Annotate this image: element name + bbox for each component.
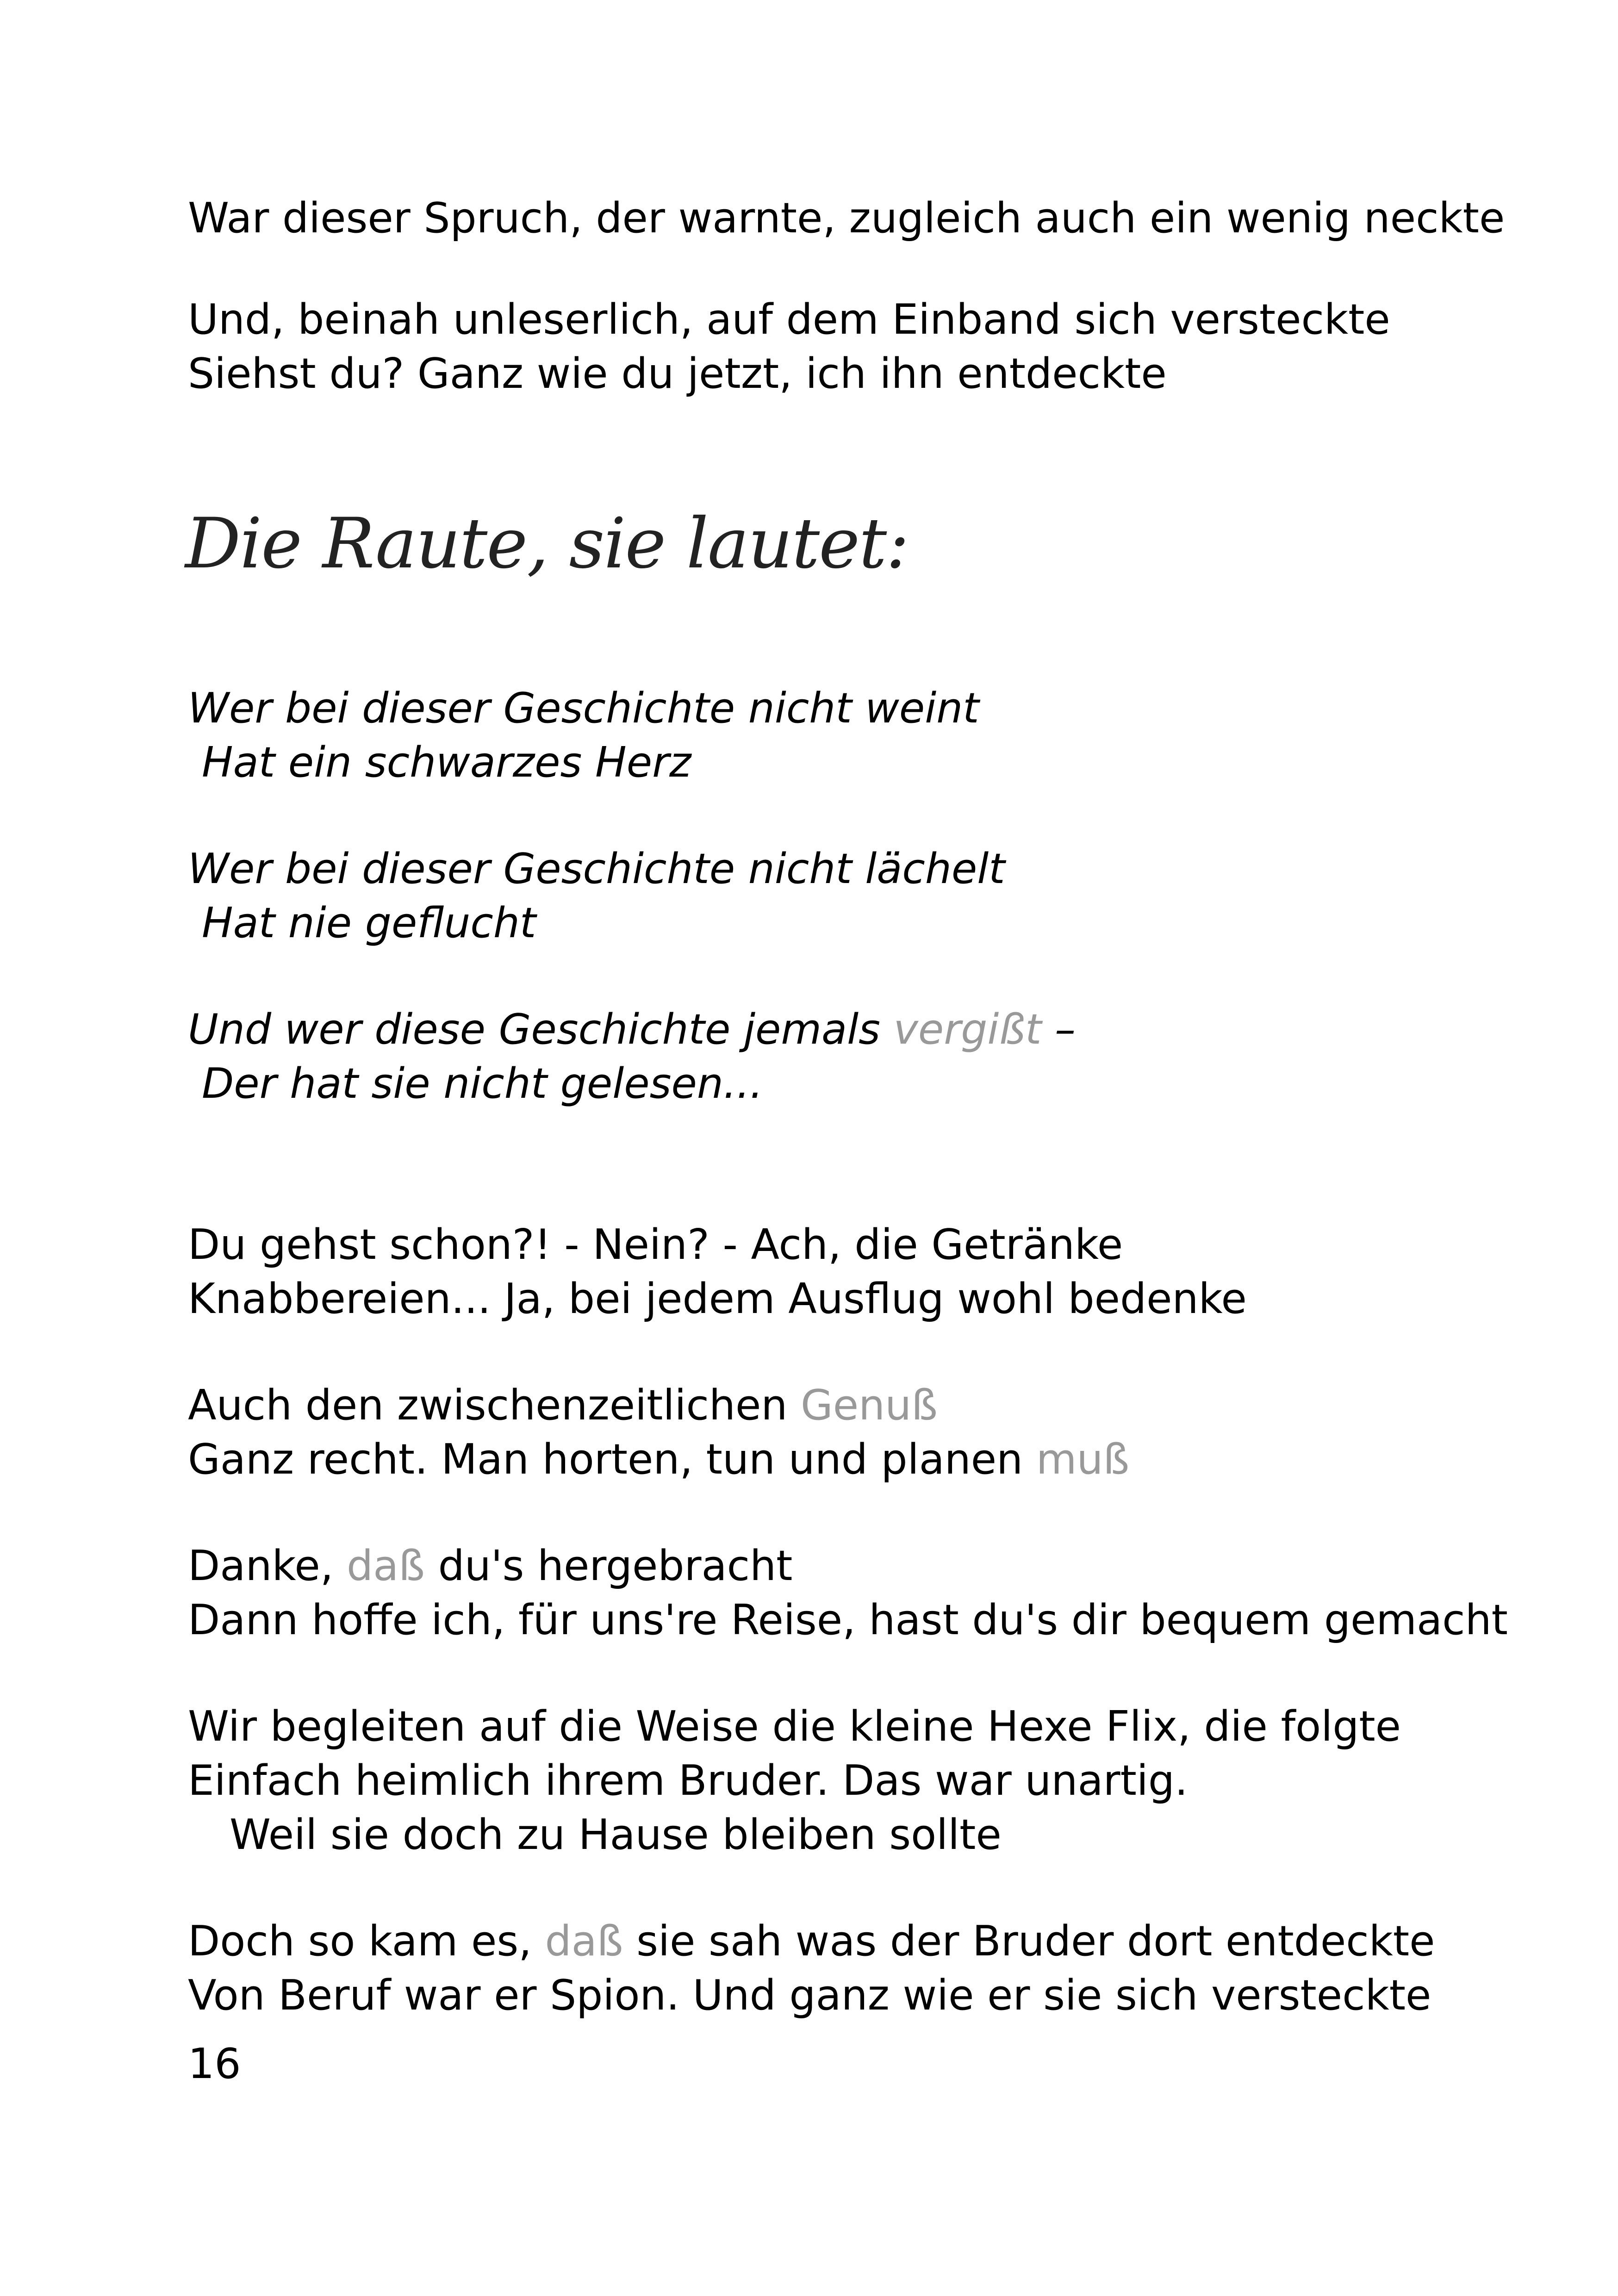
verse-line: Und, beinah unleserlich, auf dem Einband sich versteckte	[188, 295, 1390, 344]
verse-line: Danke, daß du's hergebracht	[188, 1542, 793, 1590]
verse-line: Auch den zwischenzeitlichen Genuß	[188, 1381, 938, 1430]
rhyme-line: Der hat sie nicht gelesen...	[202, 1059, 763, 1108]
rhyme-line: Wer bei dieser Geschichte nicht weint	[188, 684, 979, 733]
page-number: 16	[188, 2040, 241, 2088]
old-spelling-word: daß	[545, 1917, 623, 1966]
verse-line: Du gehst schon?! - Nein? - Ach, die Getränke	[188, 1220, 1123, 1269]
old-spelling-word: vergißt	[893, 1005, 1042, 1054]
old-spelling-word: daß	[347, 1542, 425, 1590]
verse-line: Einfach heimlich ihrem Bruder. Das war unartig.	[188, 1756, 1188, 1805]
verse-line: Dann hoffe ich, für uns're Reise, hast du's dir bequem gemacht	[188, 1596, 1508, 1644]
verse-line: Wir begleiten auf die Weise die kleine Hexe Flix, die folgte	[188, 1702, 1401, 1751]
rhyme-line: Und wer diese Geschichte jemals vergißt –	[188, 1005, 1076, 1054]
verse-line: Siehst du? Ganz wie du jetzt, ich ihn entdeckte	[188, 349, 1167, 398]
rhyme-line: Hat nie geflucht	[202, 899, 536, 947]
verse-line: Weil sie doch zu Hause bleiben sollte	[230, 1811, 1002, 1859]
section-heading: Die Raute, sie lautet:	[185, 504, 909, 584]
verse-line: Knabbereien... Ja, bei jedem Ausflug wohl bedenke	[188, 1275, 1247, 1323]
verse-line: Doch so kam es, daß sie sah was der Bruder dort entdeckte	[188, 1917, 1435, 1966]
verse-line: Ganz recht. Man horten, tun und planen muß	[188, 1435, 1130, 1484]
verse-line: War dieser Spruch, der warnte, zugleich auch ein wenig neckte	[188, 194, 1505, 243]
old-spelling-word: muß	[1036, 1435, 1130, 1484]
old-spelling-word: Genuß	[801, 1381, 938, 1430]
rhyme-line: Wer bei dieser Geschichte nicht lächelt	[188, 845, 1005, 893]
rhyme-line: Hat ein schwarzes Herz	[202, 738, 691, 787]
verse-line: Von Beruf war er Spion. Und ganz wie er sie sich versteckte	[188, 1971, 1431, 2020]
